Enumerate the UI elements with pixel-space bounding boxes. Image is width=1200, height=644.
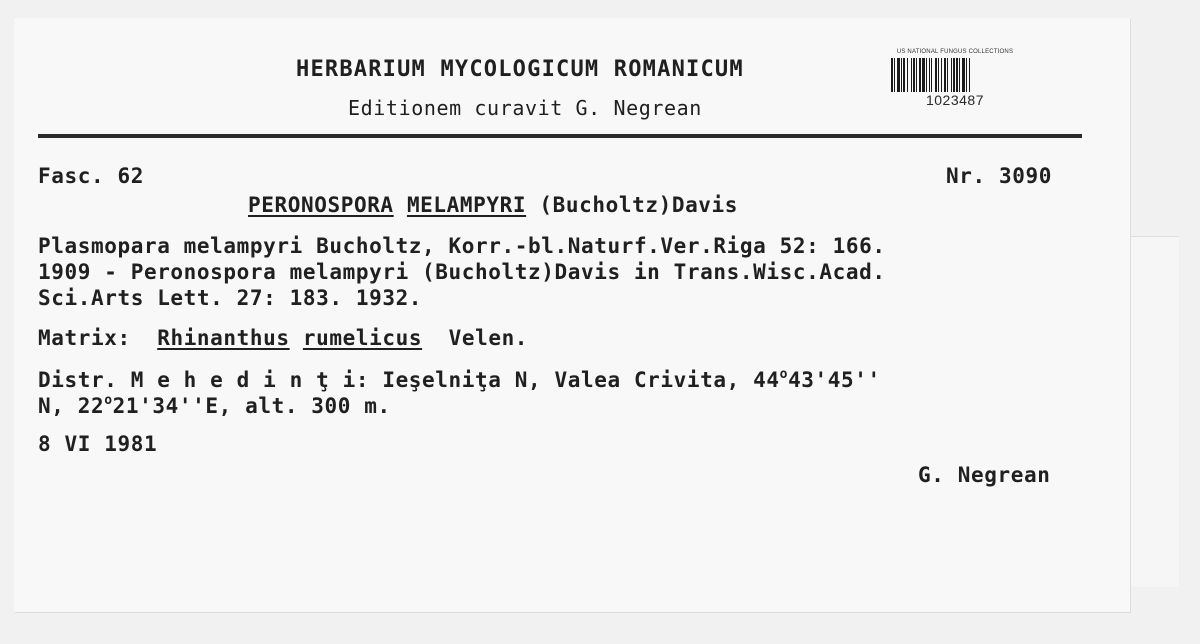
herbarium-label [14, 18, 1130, 612]
barcode-bar [907, 58, 908, 92]
barcode-bar [951, 58, 952, 92]
collector-name: G. Negrean [918, 463, 1051, 487]
distribution-text-1: Distr. M e h e d i n ţ i: Ieşelniţa N, Valea Crivita, 44 [38, 368, 780, 392]
barcode-bar [903, 58, 905, 92]
species-authority: (Bucholtz)Davis [539, 193, 739, 217]
barcode-bar [894, 58, 895, 92]
distribution-text-2b: 21'34''E, alt. 300 m. [112, 394, 391, 418]
species-epithet: MELAMPYRI [406, 193, 527, 217]
barcode-number: 1023487 [925, 92, 984, 108]
exsiccata-number: Nr. 3090 [946, 164, 1052, 188]
matrix-label: Matrix: [38, 326, 131, 350]
barcode-bar [922, 58, 925, 92]
distribution-text-1b: 43'45'' [788, 368, 881, 392]
barcode-graphic [889, 58, 1021, 92]
barcode-bar [901, 58, 902, 92]
barcode-bar [956, 58, 958, 92]
distribution-line-1 [38, 368, 881, 392]
distribution-text-2: N, 22 [38, 394, 105, 418]
barcode-bar [941, 58, 942, 92]
barcode-caption: US NATIONAL FUNGUS COLLECTIONS [896, 49, 1014, 55]
barcode-bar [962, 58, 965, 92]
barcode-bar [966, 58, 967, 92]
herbarium-title: HERBARIUM MYCOLOGICUM ROMANICUM [296, 57, 744, 82]
barcode-bar [947, 58, 948, 92]
barcode-bar [929, 58, 930, 92]
host-epithet: rumelicus [302, 326, 423, 350]
barcode-bar [938, 58, 939, 92]
barcode-bar [897, 58, 900, 92]
species-name [248, 193, 738, 217]
degree-mark: o [779, 367, 789, 382]
barcode-bar [919, 58, 921, 92]
synonymy-line-3: Sci.Arts Lett. 27: 183. 1932. [38, 286, 423, 310]
header-divider [38, 134, 1082, 138]
matrix-line [38, 326, 528, 350]
collection-date: 8 VI 1981 [38, 432, 158, 456]
barcode-block [882, 48, 1028, 120]
synonymy-line-1: Plasmopara melampyri Bucholtz, Korr.-bl.Naturf.Ver.Riga 52: 166. [38, 234, 886, 258]
barcode-bar [944, 58, 946, 92]
fascicle-number: Fasc. 62 [38, 164, 144, 188]
barcode-bar [926, 58, 927, 92]
editor-line: Editionem curavit G. Negrean [348, 96, 702, 120]
barcode-bar [891, 58, 893, 92]
barcode-bar [969, 58, 970, 92]
barcode-bar [916, 58, 917, 92]
host-authority: Velen. [448, 326, 529, 350]
distribution-line-2 [38, 394, 391, 418]
barcode-bar [913, 58, 915, 92]
barcode-bar [935, 58, 937, 92]
degree-mark: o [104, 393, 113, 408]
synonymy-line-2: 1909 - Peronospora melampyri (Bucholtz)Davis in Trans.Wisc.Acad. [38, 260, 886, 284]
barcode-bar [959, 58, 960, 92]
barcode-bar [953, 58, 955, 92]
species-genus: PERONOSPORA [248, 193, 394, 217]
barcode-bar [911, 58, 912, 92]
host-genus: Rhinanthus [157, 326, 290, 350]
barcode-bar [931, 58, 932, 92]
